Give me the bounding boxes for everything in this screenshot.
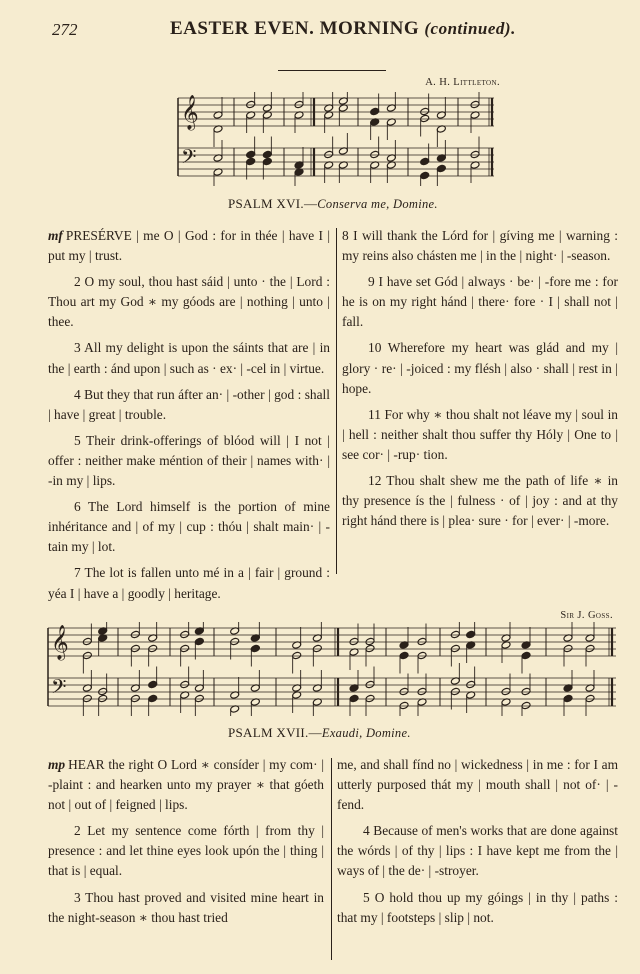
verse-text: 12 Thou shalt shew me the path of life ∗ in thy presence ís the | fulness · of | joy : and at thy right hánd there is | plea· sure · for | ever· | -more.: [342, 473, 618, 529]
note-head: [250, 644, 260, 652]
verse: [342, 471, 618, 531]
note-head: [98, 694, 108, 702]
psalm16-title-main: PSALM XVI.—: [228, 196, 318, 211]
note-head: [246, 100, 256, 108]
verse: [337, 888, 618, 928]
note-head: [450, 644, 460, 652]
note-head: [466, 630, 476, 638]
psalm17-title: [228, 725, 411, 741]
note-head: [130, 694, 140, 702]
verse: [48, 431, 330, 491]
note-head: [563, 694, 573, 702]
note-head: [521, 701, 531, 709]
note-head: [180, 630, 190, 638]
running-title-continued: (continued).: [424, 19, 516, 38]
verse: [48, 226, 330, 266]
note-head: [349, 637, 359, 645]
verse-text: 4 But they that run áfter an· | -other | god : shall | have | great | trouble.: [48, 386, 330, 422]
note-head: [420, 107, 430, 115]
verse-text: me, and shall fínd no | wickedness | in me : for I am utterly purposed thát my | mouth shall | not of· | -fend.: [337, 757, 618, 813]
psalm17-left-column: [48, 755, 324, 928]
column-divider: [331, 758, 332, 960]
psalm16-right-column: [342, 226, 618, 531]
note-head: [98, 687, 108, 695]
note-head: [82, 637, 92, 645]
note-head: [399, 687, 409, 695]
chant2-composer: Sir J. Goss.: [560, 610, 613, 621]
note-head: [370, 150, 380, 158]
verse: [48, 821, 324, 881]
note-head: [417, 651, 427, 659]
psalm17-right-column: [337, 755, 618, 928]
running-title: [170, 18, 516, 40]
verse-text: 8 I will thank the Lórd for | gíving me | warning : my reins also chásten me | in the | night· | -season.: [342, 228, 618, 264]
verse-text: 5 Their drink-offerings of blóod will | I not | offer : neither make méntion of their | names with· | -in my | lips.: [48, 432, 330, 489]
verse: [48, 497, 330, 557]
verse-text: 3 Thou hast proved and visited mine heart in the night-season ∗ thou hast tried: [48, 889, 324, 925]
chant1-score: [176, 92, 496, 186]
verse-text: 4 Because of men's works that are done against the wórds | of thy | lips : I have kept me from the | ways of | the de· | -stroyer.: [337, 823, 618, 879]
note-head: [194, 694, 204, 702]
note-head: [82, 651, 92, 659]
verse-text: 2 Let my sentence come fórth | from thy | presence : and let thine eyes look upón the | thing | that is | equal.: [48, 823, 324, 879]
verse: [342, 226, 618, 266]
note-head: [501, 687, 511, 695]
note-head: [262, 150, 272, 158]
note-head: [585, 694, 595, 702]
note-head: [521, 687, 531, 695]
note-head: [130, 630, 140, 638]
verse-text: 5 O hold thou up my góings | in thy | paths : that my | footsteps | slip | not.: [337, 889, 618, 925]
chant2-staff-svg: [46, 622, 618, 716]
note-head: [312, 644, 322, 652]
note-head: [466, 680, 476, 688]
verse: [48, 385, 330, 425]
column-divider: [336, 228, 337, 574]
note-head: [180, 644, 190, 652]
note-head: [420, 157, 430, 165]
note-head: [349, 694, 359, 702]
verse: [48, 272, 330, 332]
psalm16-title: [228, 196, 438, 212]
verse: [342, 338, 618, 398]
verse-text: 9 I have set Gód | always · be· | -fore me : for he is on my right hánd | there· fore · I | shall not | fall.: [342, 274, 618, 330]
verse-text: 2 O my soul, thou hast sáid | unto · the | Lord : Thou art my God ∗ my góods are | nothing | unto | thee.: [48, 274, 330, 330]
note-head: [521, 651, 531, 659]
note-head: [399, 651, 409, 659]
note-head: [585, 644, 595, 652]
verse: [342, 272, 618, 332]
note-head: [470, 150, 480, 158]
note-head: [246, 150, 256, 158]
verse-text: 6 The Lord himself is the portion of mine inhéritance and | of my | cup : thóu | shalt main· | -tain my | lot.: [48, 499, 330, 555]
note-head: [262, 157, 272, 165]
verse-text: 10 Wherefore my heart was glád and my | glory · re· | -joiced : my flésh | also · shall | rest in | hope.: [342, 340, 618, 396]
chant1-staff-svg: [176, 92, 496, 186]
chant1-composer: A. H. Littleton.: [425, 77, 500, 88]
note-head: [420, 171, 430, 179]
note-head: [450, 687, 460, 695]
note-head: [148, 680, 158, 688]
verse-text: HEAR the right O Lord ∗ consíder | my com· | -plaint : and hearken unto my prayer ∗ that góeth not | out of | feigned | lips.: [48, 757, 324, 813]
page-number: 272: [52, 20, 78, 39]
verse-text: 7 The lot is fallen unto mé in a | fair | ground : yéa I | have a | goodly | heritage.: [48, 565, 330, 601]
psalm17-title-latin: Exaudi, Domine.: [321, 726, 411, 740]
verse: [337, 755, 618, 815]
note-head: [365, 637, 375, 645]
dynamic-marking: mp: [48, 757, 66, 772]
verse: [48, 755, 324, 815]
psalm16-title-latin: Conserva me, Domine.: [317, 197, 438, 211]
note-head: [420, 114, 430, 122]
note-head: [470, 100, 480, 108]
note-head: [148, 644, 158, 652]
running-header: [0, 16, 640, 46]
verse: [337, 821, 618, 881]
note-head: [417, 687, 427, 695]
note-head: [370, 107, 380, 115]
psalm17-title-main: PSALM XVII.—: [228, 725, 322, 740]
note-head: [436, 164, 446, 172]
note-head: [417, 637, 427, 645]
treble-clef-icon: 𝄞: [181, 95, 199, 130]
verse-text: PRESÉRVE | me O | God : for in thée | have I | put my | trust.: [48, 228, 330, 264]
chant2-score: [46, 622, 618, 716]
treble-clef-icon: 𝄞: [51, 625, 69, 660]
note-head: [130, 644, 140, 652]
note-head: [365, 694, 375, 702]
note-head: [563, 644, 573, 652]
note-head: [324, 150, 334, 158]
bass-clef-icon: 𝄢: [181, 145, 197, 173]
note-head: [148, 694, 158, 702]
dynamic-marking: mf: [48, 228, 63, 243]
verse: [48, 888, 324, 928]
note-head: [294, 100, 304, 108]
note-head: [365, 680, 375, 688]
note-head: [194, 637, 204, 645]
verse: [342, 405, 618, 465]
note-head: [292, 651, 302, 659]
note-head: [180, 680, 190, 688]
header-rule: [278, 70, 386, 71]
note-head: [365, 644, 375, 652]
verse: [48, 338, 330, 378]
running-title-text: EASTER EVEN. MORNING: [170, 18, 420, 39]
note-head: [450, 630, 460, 638]
verse-text: 11 For why ∗ thou shalt not léave my | soul in | hell : neither shalt thou suffer thy Hóly | One to | see cor· | -rup· tion.: [342, 406, 618, 462]
note-head: [230, 637, 240, 645]
verse-text: 3 All my delight is upon the sáints that are | in the | earth : ánd upon | such as · ex· | -cel in | virtue.: [48, 340, 330, 376]
note-head: [399, 701, 409, 709]
note-head: [246, 157, 256, 165]
bass-clef-icon: 𝄢: [51, 675, 67, 703]
psalm16-left-column: [48, 226, 330, 604]
verse: [48, 563, 330, 603]
note-head: [82, 694, 92, 702]
